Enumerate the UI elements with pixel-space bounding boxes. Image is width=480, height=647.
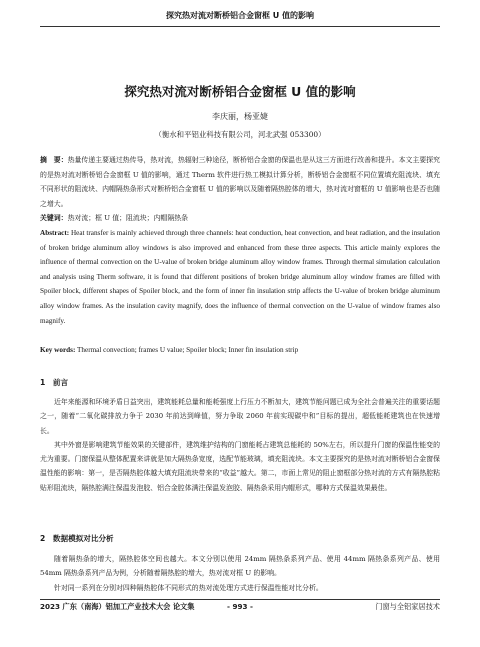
- footer-journal: 门窗与全铝家居技术: [375, 602, 440, 611]
- paper-title: 探究热对流对断桥铝合金窗框 U 值的影响: [124, 84, 356, 99]
- abstract-zh-label: 摘 要：: [40, 156, 68, 164]
- header-rule: [40, 26, 440, 27]
- abstract-en: [40, 226, 440, 328]
- abstract-zh-text: 热量传递主要通过热传导，热对流，热辐射三种途径，断桥铝合金窗的保温也是从这三方面进行改善和提升。本文主要探究的是热对流对断桥铝合金窗框 U 值的影响，通过 Therm 软件进行热工模拟计算分析，断桥铝合金窗框不同位置填充阻流块、填充不同形状的阻流块、内帽隔热条形式对断桥铝合金窗框 U 值的影响以及随着隔热腔体的增大，热对流对窗框的 U 值影响也是否也随之增大。: [40, 156, 441, 208]
- keywords-zh-text: 热对流；框 U 值；阻流块；内帽隔热条: [67, 214, 188, 222]
- section-2-body: [40, 552, 440, 595]
- section-2-heading: 2 数据模拟对比分析: [40, 534, 114, 543]
- keywords-en-text: Thermal convection; frames U value; Spoiler block; Inner fin insulation strip: [77, 346, 299, 354]
- abstract-en-label: Abstract:: [40, 229, 70, 237]
- section-2-paragraph: 随着隔热条的增大，隔热腔体空间也越大。本文分别以使用 24mm 隔热条系列产品、使用 44mm 隔热条系列产品、使用 54mm 隔热条系列产品为例，分析随着隔热腔的增大，热对流对框 U 的影响。: [40, 555, 440, 578]
- footer-rule: [40, 599, 440, 600]
- authors: 李庆丽，杨亚婕: [212, 112, 268, 121]
- keywords-en-label: Key words:: [40, 346, 76, 354]
- section-1-body: [40, 395, 440, 495]
- affiliation: （衡水和平铝业科技有限公司，河北武强 053300）: [154, 130, 326, 139]
- running-header: 探究热对流对断桥铝合金窗框 U 值的影响: [165, 11, 315, 20]
- section-1-heading: 1 前言: [40, 378, 69, 387]
- keywords-zh: [40, 211, 440, 226]
- abstract-en-text: Heat transfer is mainly achieved through three channels: heat conduction, heat convection, and heat radiation, and the insulation of broken bridge aluminum alloy windows is also improved and enhanced from these three aspects. This article mainly explores the influence of thermal convection on the U-value of broken bridge aluminum alloy window frames. Through thermal simulation calculation and analysis using Therm software, it is found that different positions of broken bridge aluminum alloy window frames are filled with Spoiler block, different shapes of Spoiler block, and the form of inner fin insulation strip affects the U-value of broken bridge aluminum alloy window frames. As the insulation cavity magnify, does the influence of thermal convection on the U-value of window frames also magnify.: [40, 229, 441, 325]
- keywords-en: [40, 343, 440, 358]
- section-1-paragraph: 其中外窗是影响建筑节能效果的关键部件，建筑维护结构的门窗能耗占建筑总能耗的 50%左右，所以提升门窗的保温性能变的尤为重要。门窗保温从整体配置来讲就是加大隔热条宽度，选配节能玻璃，填充阻流块。本文主要探究的是热对流对断桥铝合金窗保温性能的影响：第一，是否隔热腔体越大填充阻流块带来的“收益”越大。第二，市面上常见的阻止窗框部分热对流的方式有隔热腔粘贴形阻流块，隔热腔满注保温发泡胶、铝合金腔体满注保温发泡胶、隔热条采用内帽形式，哪种方式保温效果最佳。: [40, 440, 440, 492]
- keywords-zh-label: 关键词：: [40, 214, 68, 222]
- section-1-paragraph: 近年来能源和环境矛盾日益突出，建筑能耗总量和能耗强度上行压力不断加大，建筑节能问题已成为全社会普遍关注的重要话题之一，随着“二氧化碳排放力争于 2030 年前达到峰值，努力争取 2060 年前实现碳中和”目标的提出，超低能耗建筑也在快速增长。: [40, 398, 440, 435]
- footer-proceedings: 2023 广东（南海）铝加工产业技术大会 论文集: [40, 602, 195, 611]
- section-2-paragraph: 针对同一系列在分别对四种隔热腔体不同形式的热对流处理方式进行保温性能对比分析。: [54, 583, 323, 592]
- abstract-zh: [40, 153, 440, 211]
- page-number: - 993 -: [227, 602, 253, 611]
